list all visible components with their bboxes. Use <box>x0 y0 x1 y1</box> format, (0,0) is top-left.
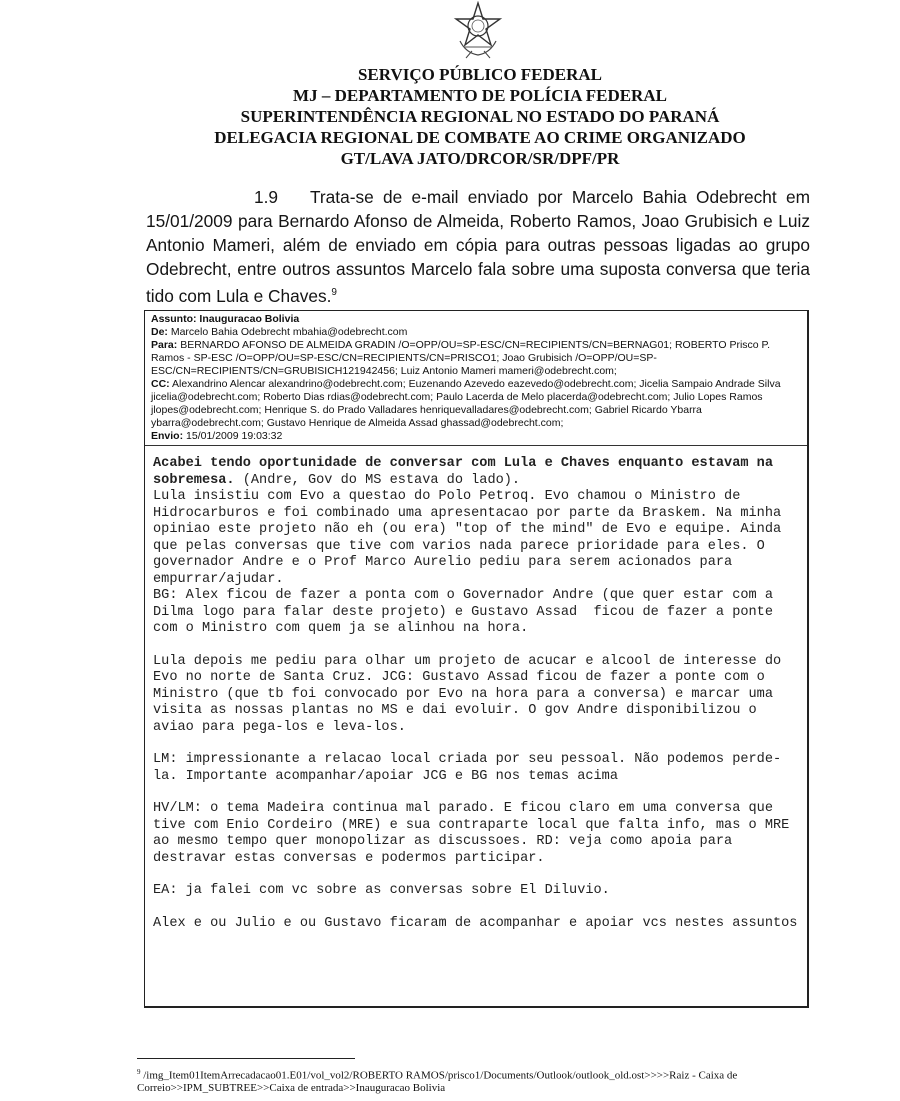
footnote-reference: 9 <box>331 287 337 298</box>
email-headers <box>145 311 807 446</box>
header-line-1: SERVIÇO PÚBLICO FEDERAL <box>357 65 603 84</box>
email-from-row <box>151 326 801 339</box>
header-line-5: GT/LAVA JATO/DRCOR/SR/DPF/PR <box>340 149 620 168</box>
sent-label: Envio: <box>151 430 184 442</box>
to-label: Para: <box>151 339 178 351</box>
email-sent-row <box>151 430 801 443</box>
email-cc-row <box>151 378 801 430</box>
header-line-2: MJ – DEPARTAMENTO DE POLÍCIA FEDERAL <box>293 86 667 105</box>
email-from: Marcelo Bahia Odebrecht mbahia@odebrecht.com <box>170 326 408 338</box>
footnote-number: 9 <box>137 1068 141 1076</box>
email-body-bold-lead: Acabei tendo oportunidade de conversar com Lula e Chaves enquanto estavam na sobremesa. <box>153 456 782 488</box>
subject-label: Assunto: <box>151 313 197 325</box>
header-line-4: DELEGACIA REGIONAL DE COMBATE AO CRIME ORGANIZADO <box>214 128 746 147</box>
from-label: De: <box>151 326 168 338</box>
email-to: BERNARDO AFONSO DE ALMEIDA GRADIN /O=OPP/OU=SP-ESC/CN=RECIPIENTS/CN=BERNAG01; ROBERTO Prisco P. Ramos - SP-ESC /O=OPP/OU=SP-ESC/CN=RECIPIENTS/CN=PRISCO1; Joao Grubisich /O=OPP/OU=SP-ESC/CN=RECIPIENTS/CN=GRUBISICH121942456; Luiz Antonio Mameri mameri@odebrecht.com; <box>151 339 771 377</box>
email-body-paragraph-4: HV/LM: o tema Madeira continua mal parado. E ficou claro em uma conversa que tive com Enio Cordeiro (MRE) e sua contraparte local que falta info, mas o MRE ao mesmo tempo quer monopolizar as discussoes. RD: veja como apoia para destravar estas conversas e podermos participar. <box>153 801 798 866</box>
footnote-divider <box>137 1058 355 1059</box>
email-body-paragraph-2: Lula depois me pediu para olhar um projeto de acucar e alcool de interesse do Evo no norte de Santa Cruz. JCG: Gustavo Assad ficou de fazer a ponte com o Ministro (que tb foi convocado por Evo na hora para a conversa) e marcar uma visita as nossas plantas no MS e dai evoluir. O gov Andre disponibilizou o aviao para pega-los e leva-los. <box>153 653 790 735</box>
document-header <box>150 64 810 169</box>
email-printout <box>144 310 809 1008</box>
header-line-3: SUPERINTENDÊNCIA REGIONAL NO ESTADO DO PARANÁ <box>240 107 720 126</box>
email-sent-date: 15/01/2009 19:03:32 <box>186 430 283 442</box>
email-body-paragraph-3: LM: impressionante a relacao local criada por seu pessoal. Não podemos perde-la. Importante acompanhar/apoiar JCG e BG nos temas acima <box>153 752 782 784</box>
email-body <box>145 446 807 932</box>
email-body-paragraph-5: EA: ja falei com vc sobre as conversas sobre El Diluvio. <box>153 883 610 898</box>
paragraph-number: 1.9 <box>254 187 279 207</box>
email-to-row <box>151 339 801 378</box>
intro-text: Trata-se de e-mail enviado por Marcelo Bahia Odebrecht em 15/01/2009 para Bernardo Afonso de Almeida, Roberto Ramos, Joao Grubisich e Luiz Antonio Mameri, além de enviado em cópia para outras pessoas ligadas ao grupo Odebrecht, entre outros assuntos Marcelo fala sobre uma suposta conversa que teria tido com Lula e Chaves. <box>146 187 810 306</box>
email-body-paragraph-1 <box>153 456 799 638</box>
footnote <box>137 1066 807 1095</box>
email-subject: Inauguracao Bolivia <box>199 313 300 325</box>
intro-paragraph <box>146 185 810 308</box>
email-body-paragraph-6: Alex e ou Julio e ou Gustavo ficaram de acompanhar e apoiar vcs nestes assuntos <box>153 915 798 931</box>
cc-label: CC: <box>151 378 170 390</box>
footnote-text: /img_Item01ItemArrecadacao01.E01/vol_vol2/ROBERTO RAMOS/prisco1/Documents/Outlook/outlook_old.ost>>>>Raiz - Caixa de Correio>>IPM_SUBTREE>>Caixa de entrada>>Inauguracao Bolivia <box>137 1069 738 1095</box>
email-cc: Alexandrino Alencar alexandrino@odebrecht.com; Euzenando Azevedo eazevedo@odebrecht.com; Jicelia Sampaio Andrade Silva jicelia@odebrecht.com; Roberto Dias rdias@odebrecht.com; Paulo Lacerda de Melo placerda@odebrecht.com; Julio Lopes Ramos jlopes@odebrecht.com; Henrique S. do Prado Valladares henriquevalladares@odebrecht.com; Gabriel Ricardo Ybarra ybarra@odebrecht.com; Gustavo Henrique de Almeida Assad ghassad@odebrecht.com; <box>151 378 781 429</box>
coat-of-arms-seal <box>450 0 506 60</box>
email-subject-row <box>151 313 801 326</box>
email-body-text-1: (Andre, Gov do MS estava do lado). Lula insistiu com Evo a questao do Polo Petroq. Evo chamou o Ministro de Hidrocarburos e foi combinado uma apresentacao por parte da Braskem. Na minha opiniao este projeto não eh (ou era) "top of the mind" de Evo e equipe. Ainda que pelas conversas que tive com varios nada parece prioridade para eles. O governador Andre e o Prof Marco Aurelio pediu para serem acionados para empurrar/ajudar. BG: Alex ficou de fazer a ponta com o Governador Andre (que quer estar com a Dilma logo para falar deste projeto) e Gustavo Assad ficou de fazer a ponte com o Ministro com quem ja se alinhou na hora. <box>153 472 782 636</box>
